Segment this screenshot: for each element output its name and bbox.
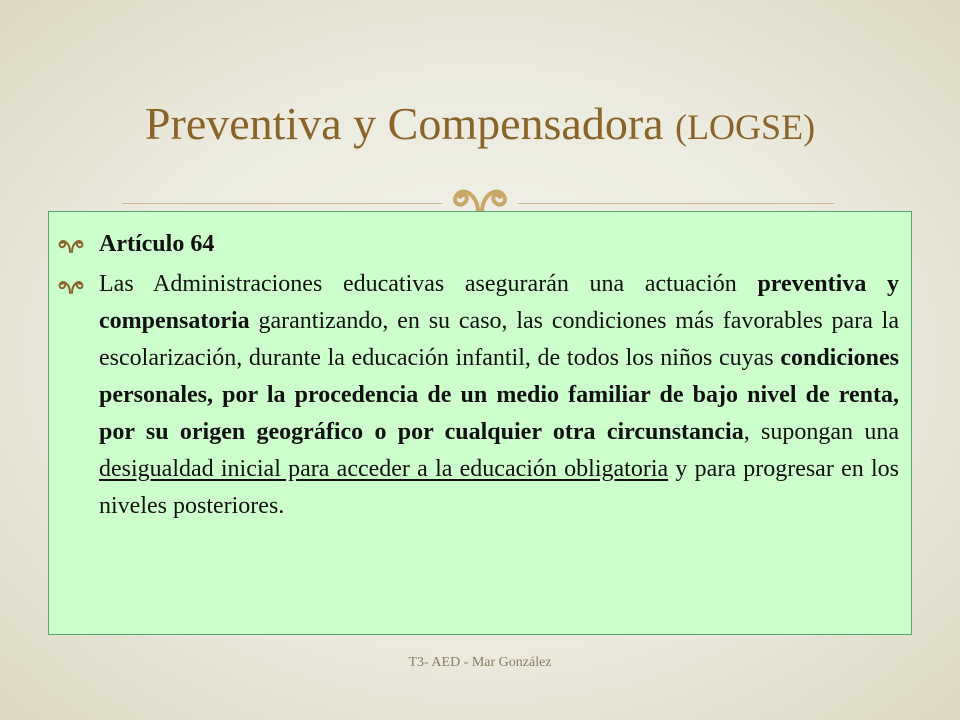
title-subtitle: (LOGSE) [675, 107, 816, 147]
paragraph-segment-normal: , supongan una [743, 419, 899, 445]
article-heading: Artículo 64 [99, 231, 215, 257]
title-main: Preventiva y Compensadora [144, 98, 664, 149]
paragraph-segment-normal: garantizando, en su caso, las condiciones más favorables para la escolarización, durante la educación infantil, de todos los niños cuyas [99, 308, 899, 371]
paragraph-segment-normal: y para progresar en los niveles posteriores. [99, 456, 899, 519]
article-paragraph [99, 266, 899, 525]
paragraph-segment-underlined: desigualdad inicial para acceder a la educación obligatoria [99, 456, 669, 482]
slide-footer: T3- AED - Mar González [408, 655, 552, 670]
title-divider-right [518, 203, 834, 204]
slide-title [0, 96, 960, 155]
paragraph-segment-normal: Las Administraciones educativas asegurarán una actuación [99, 271, 758, 297]
double-curl-icon [58, 274, 84, 296]
double-curl-icon [58, 233, 84, 255]
paragraph-segment-bold: preventiva y compensatoria [99, 271, 899, 334]
paragraph-segment-bold: condiciones personales, por la procedencia de un medio familiar de bajo nivel de renta, por su origen geográfico o por cualquier otra circunstancia [99, 345, 899, 445]
title-divider-left [122, 203, 442, 204]
article-content-box [48, 211, 912, 635]
